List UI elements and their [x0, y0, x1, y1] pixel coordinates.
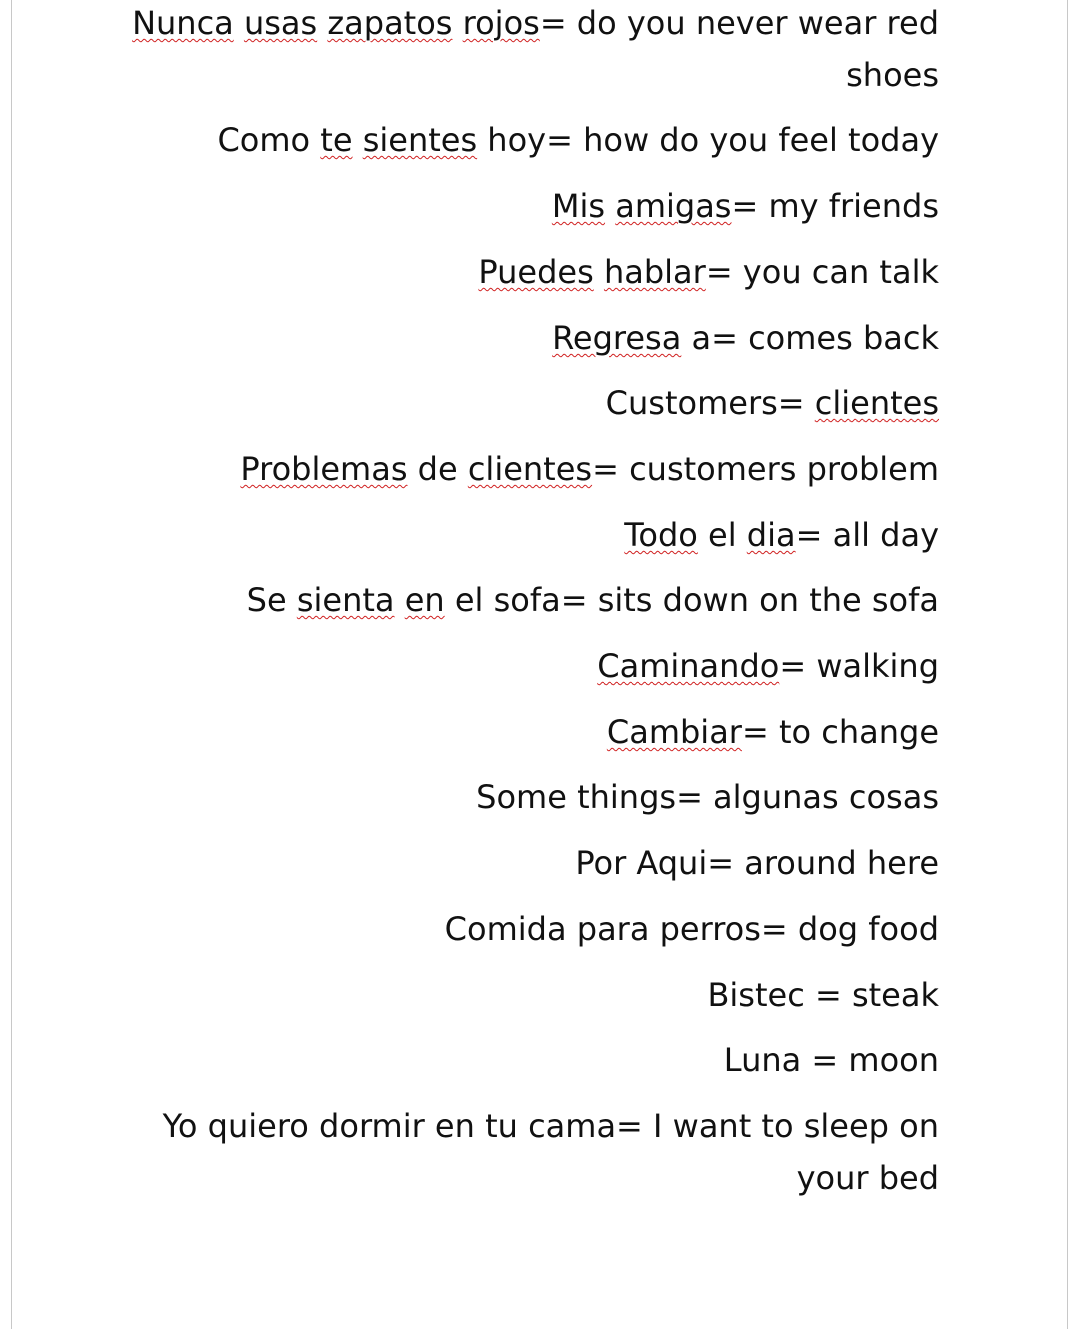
text-run: hoy= how do you feel today — [477, 121, 939, 159]
text-run: = customers problem — [592, 450, 939, 488]
text-run — [395, 581, 405, 619]
vocab-line — [624, 515, 939, 555]
misspelled-word: Caminando — [597, 647, 780, 685]
text-run: = do you never wear red — [539, 4, 939, 42]
text-run: a= comes back — [681, 319, 939, 357]
misspelled-word: te — [320, 121, 353, 159]
text-run: Luna = moon — [723, 1041, 939, 1079]
text-run — [452, 4, 462, 42]
misspelled-word: Cambiar — [606, 713, 742, 751]
misspelled-word: hablar — [603, 253, 706, 291]
vocab-line — [724, 1040, 939, 1080]
text-run: el sofa= sits down on the sofa — [444, 581, 939, 619]
vocab-line — [552, 186, 939, 226]
text-run: Some things= algunas cosas — [476, 778, 939, 816]
vocab-line — [552, 318, 939, 358]
misspelled-word: clientes — [467, 450, 593, 488]
text-run: Se — [246, 581, 297, 619]
misspelled-word: Puedes — [478, 253, 594, 291]
vocab-line — [575, 843, 939, 883]
text-run — [234, 4, 244, 42]
vocab-line — [597, 646, 939, 686]
text-run: Yo quiero dormir en tu cama= I want to sleep on — [162, 1107, 939, 1145]
misspelled-word: sientes — [362, 121, 478, 159]
vocab-line — [607, 712, 939, 752]
misspelled-word: sienta — [296, 581, 395, 619]
text-run: el — [697, 516, 747, 554]
vocab-line — [240, 449, 939, 489]
text-run — [317, 4, 327, 42]
vocab-line — [163, 1106, 939, 1146]
vocab-line — [217, 120, 939, 160]
text-run: de — [407, 450, 468, 488]
text-run: = to change — [741, 713, 939, 751]
misspelled-word: clientes — [814, 384, 939, 422]
text-run: = walking — [779, 647, 939, 685]
text-run: Como — [217, 121, 321, 159]
misspelled-word: Nunca — [132, 4, 234, 42]
text-run: your bed — [796, 1159, 939, 1197]
text-run: Comida para perros= dog food — [444, 910, 939, 948]
misspelled-word: rojos — [462, 4, 540, 42]
vocab-line — [478, 252, 939, 292]
vocab-line — [445, 909, 939, 949]
misspelled-word: usas — [243, 4, 318, 42]
text-run — [594, 253, 604, 291]
misspelled-word: Regresa — [552, 319, 682, 357]
text-run — [605, 187, 615, 225]
misspelled-word: amigas — [615, 187, 732, 225]
misspelled-word: Problemas — [240, 450, 408, 488]
misspelled-word: zapatos — [327, 4, 453, 42]
vocab-line — [476, 777, 939, 817]
vocab-line — [846, 55, 939, 95]
vocab-line — [707, 975, 939, 1015]
misspelled-word: Todo — [624, 516, 698, 554]
misspelled-word: Mis — [551, 187, 606, 225]
vocab-line — [247, 580, 939, 620]
vocab-line — [132, 3, 939, 43]
text-run: Por Aqui= around here — [575, 844, 939, 882]
vocab-line — [797, 1158, 939, 1198]
text-run: = my friends — [731, 187, 939, 225]
text-run: Customers= — [605, 384, 815, 422]
text-run: shoes — [846, 56, 939, 94]
text-run: Bistec = steak — [707, 976, 939, 1014]
text-run — [353, 121, 363, 159]
misspelled-word: dia — [746, 516, 796, 554]
vocab-line — [606, 383, 939, 423]
text-run: = you can talk — [705, 253, 939, 291]
text-run: = all day — [795, 516, 939, 554]
misspelled-word: en — [404, 581, 445, 619]
